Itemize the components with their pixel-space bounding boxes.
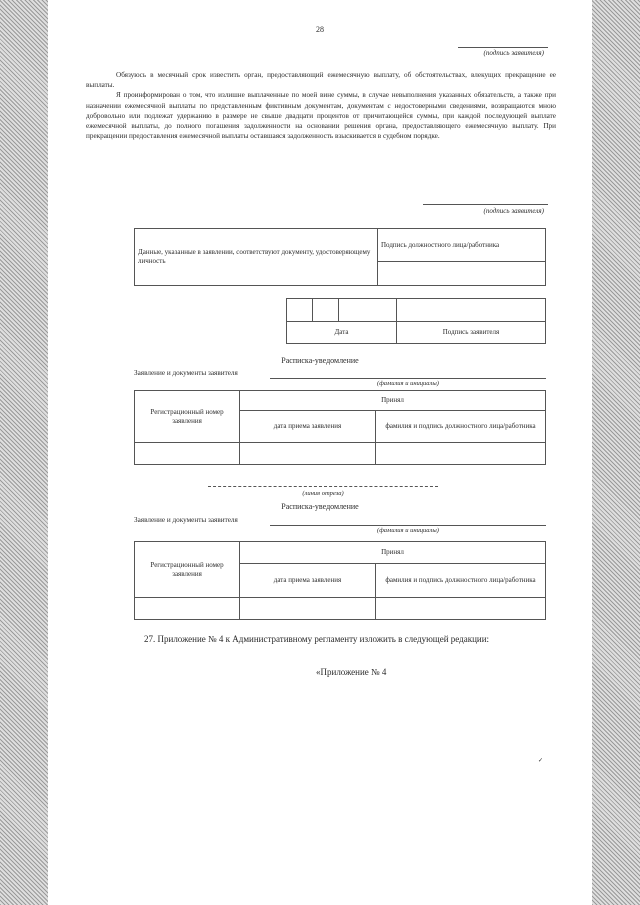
- date-cell-1: [240, 443, 376, 465]
- official-signature-header: Подпись должностного лица/работника: [378, 229, 546, 262]
- receipt-name-line-1: [270, 378, 546, 379]
- scan-border-right: [592, 0, 640, 905]
- receipt-table-1: [134, 390, 546, 465]
- date-cell-2: [240, 598, 376, 620]
- receipt-name-line-2: [270, 525, 546, 526]
- official-cell-1: [376, 443, 546, 465]
- accepted-header-1: Принял: [240, 391, 546, 411]
- date-label: Дата: [287, 321, 397, 344]
- document-page: [48, 0, 592, 905]
- date-cell-day: [287, 299, 313, 322]
- official-header-2: фамилия и подпись должностного лица/работника: [376, 564, 546, 598]
- signature-caption-top: (подпись заявителя): [483, 49, 544, 57]
- verification-table: [134, 228, 546, 286]
- date-cell-year: [339, 299, 397, 322]
- reg-number-header-1: Регистрационный номер заявления: [135, 391, 240, 443]
- date-header-1: дата приема заявления: [240, 411, 376, 443]
- reg-number-header-2: Регистрационный номер заявления: [135, 542, 240, 598]
- signature-line-top: [458, 47, 548, 48]
- receipt-name-caption-2: (фамилия и инициалы): [377, 527, 439, 534]
- receipt-docs-label-2: Заявление и документы заявителя: [134, 516, 238, 524]
- verification-statement: Данные, указанные в заявлении, соответствуют документу, удостоверяющему личность: [135, 229, 378, 286]
- receipt-title-2: Расписка-уведомление: [281, 502, 359, 511]
- official-header-1: фамилия и подпись должностного лица/работника: [376, 411, 546, 443]
- scan-border-left: [0, 0, 48, 905]
- receipt-table-2: [134, 541, 546, 620]
- page-number: 28: [316, 25, 324, 34]
- corner-check-mark: ✓: [538, 758, 544, 764]
- amendment-point-27: [116, 633, 556, 646]
- signature-caption-middle: (подпись заявителя): [483, 207, 544, 215]
- date-cell-month: [313, 299, 339, 322]
- signature-line-middle: [423, 204, 548, 205]
- official-cell-2: [376, 598, 546, 620]
- cut-line: [208, 486, 438, 487]
- amendment-point-27-text: 27. Приложение № 4 к Административному регламенту изложить в следующей редакции:: [144, 634, 490, 644]
- accepted-header-2: Принял: [240, 542, 546, 564]
- paragraph-obligation: Обязуюсь в месячный срок известить орган, предоставляющий ежемесячную выплату, об обстоятельствах, влекущих прекращение ее выплаты.: [86, 71, 556, 90]
- paragraph-informed: Я проинформирован о том, что излишне выплаченные по моей вине суммы, в случае невыполнения указанных обязательств, а также при назначении ежемесячной выплаты по представленным фиктивным документам, документам с недостоверными сведениями, возвращаются мною добровольно или подлежат удержанию в размере не свыше двадцати процентов от причитающейся суммы, при каждой последующей выплате ежемесячной выплаты, до полного погашения задолженности на основании решения органа, предоставляющего ежемесячную выплату. При прекращении предоставления ежемесячной выплаты оставшаяся задолженность взыскивается в судебном порядке.: [86, 91, 556, 141]
- receipt-docs-label-1: Заявление и документы заявителя: [134, 369, 238, 377]
- appendix-title: «Приложение № 4: [316, 667, 387, 677]
- reg-number-cell-2: [135, 598, 240, 620]
- reg-number-cell-1: [135, 443, 240, 465]
- applicant-signature-label: Подпись заявителя: [397, 321, 546, 344]
- receipt-title-1: Расписка-уведомление: [281, 356, 359, 365]
- official-signature-cell: [378, 262, 546, 286]
- applicant-signature-cell: [397, 299, 546, 322]
- cut-line-caption: (линия отреза): [302, 490, 344, 497]
- date-signature-table: [286, 298, 546, 344]
- body-text: [86, 70, 556, 141]
- date-header-2: дата приема заявления: [240, 564, 376, 598]
- receipt-name-caption-1: (фамилия и инициалы): [377, 380, 439, 387]
